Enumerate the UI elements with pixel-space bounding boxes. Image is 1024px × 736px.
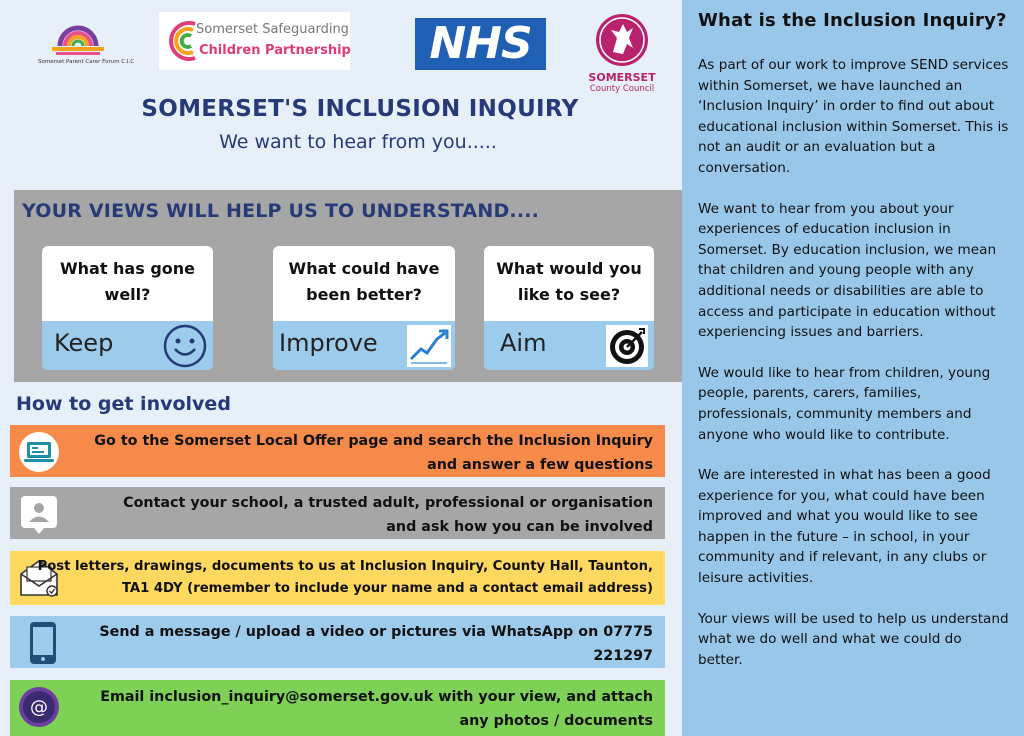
council-name: SOMERSET xyxy=(588,71,656,84)
target-icon xyxy=(606,325,648,367)
nhs-logo: NHS xyxy=(415,18,546,70)
card-word: Aim xyxy=(500,329,547,357)
card-word: Improve xyxy=(279,329,378,357)
laptop-icon xyxy=(18,431,60,473)
sidebar-paragraph: We are interested in what has been a good experience for you, what could have been improved and what you would like to see happen in the future – in school, in your community and if relevant, in any clubs or leisure activities. xyxy=(698,467,991,587)
views-heading: YOUR VIEWS WILL HELP US TO UNDERSTAND.... xyxy=(22,200,540,222)
page-subtitle: We want to hear from you..... xyxy=(219,131,497,153)
sidebar-paragraph: We would like to hear from children, young people, parents, carers, families, professionals, community members and anyone who would like to contribute. xyxy=(698,364,991,443)
involve-item-text: Go to the Somerset Local Offer page and search the Inclusion Inquiry and answer a few questions xyxy=(94,433,653,473)
somerset-council-logo xyxy=(583,12,661,92)
involve-item-text: Post letters, drawings, documents to us at Inclusion Inquiry, County Hall, Taunton, TA1 4DY (remember to include your name and a contact email address) xyxy=(37,559,653,596)
card-question: What has gone well? xyxy=(59,259,196,304)
info-sidebar xyxy=(682,0,1024,736)
smiley-icon xyxy=(163,324,207,368)
sidebar-title: What is the Inclusion Inquiry? xyxy=(698,10,1007,31)
parent-carer-forum-logo xyxy=(38,12,135,68)
mobile-phone-icon xyxy=(22,622,64,664)
council-sub: County Council xyxy=(589,84,655,94)
card-word: Keep xyxy=(54,329,114,357)
trend-up-icon xyxy=(407,325,451,367)
card-band xyxy=(273,321,455,370)
involve-item-local-offer xyxy=(10,425,665,477)
page-title: SOMERSET'S INCLUSION INQUIRY xyxy=(141,96,579,122)
sidebar-paragraph: We want to hear from you about your experiences of education inclusion in Somerset. By education inclusion, we mean that children and young people with any additional needs or disabilities are able to access and participate in education without experiencing issues and barriers. xyxy=(698,200,997,341)
how-to-get-involved-heading: How to get involved xyxy=(16,393,231,415)
involve-item-text: Send a message / upload a video or pictures via WhatsApp on 07775 221297 xyxy=(99,624,653,664)
contact-person-icon xyxy=(18,493,60,535)
involve-item-text: Email inclusion_inquiry@somerset.gov.uk with your view, and attach any photos / documents xyxy=(100,689,653,729)
views-panel xyxy=(14,190,682,382)
card-improve xyxy=(273,246,455,370)
rainbow-logo-icon xyxy=(38,12,118,60)
card-band xyxy=(484,321,654,370)
card-keep xyxy=(42,246,213,370)
card-band xyxy=(42,321,213,370)
safeguarding-partnership-logo xyxy=(159,12,350,70)
svg-text:@: @ xyxy=(30,697,48,718)
involve-item-whatsapp xyxy=(10,616,665,668)
involve-item-text: Contact your school, a trusted adult, professional or organisation and ask how you can be involved xyxy=(123,495,653,535)
sidebar-paragraph: As part of our work to improve SEND services within Somerset, we have launched an ‘Inclusion Inquiry’ in order to find out about educational inclusion within Somerset. This is not an audit or an evaluation but a conversation. xyxy=(698,57,1009,176)
dragon-crest-icon xyxy=(583,12,661,70)
involve-item-email xyxy=(10,680,665,736)
card-aim xyxy=(484,246,654,370)
involve-item-post-letters xyxy=(10,551,665,605)
safeguarding-line1: Somerset Safeguarding xyxy=(196,22,349,37)
card-question: What could have been better? xyxy=(288,259,440,304)
safeguarding-line2: Children Partnership xyxy=(199,43,351,58)
involve-item-contact-school xyxy=(10,487,665,539)
parent-forum-caption: Somerset Parent Carer Forum C.I.C xyxy=(38,59,135,65)
sidebar-paragraph: Your views will be used to help us understand what we do well and what we could do better. xyxy=(698,610,1009,668)
email-at-icon xyxy=(18,686,60,728)
card-question: What would you like to see? xyxy=(496,259,642,304)
